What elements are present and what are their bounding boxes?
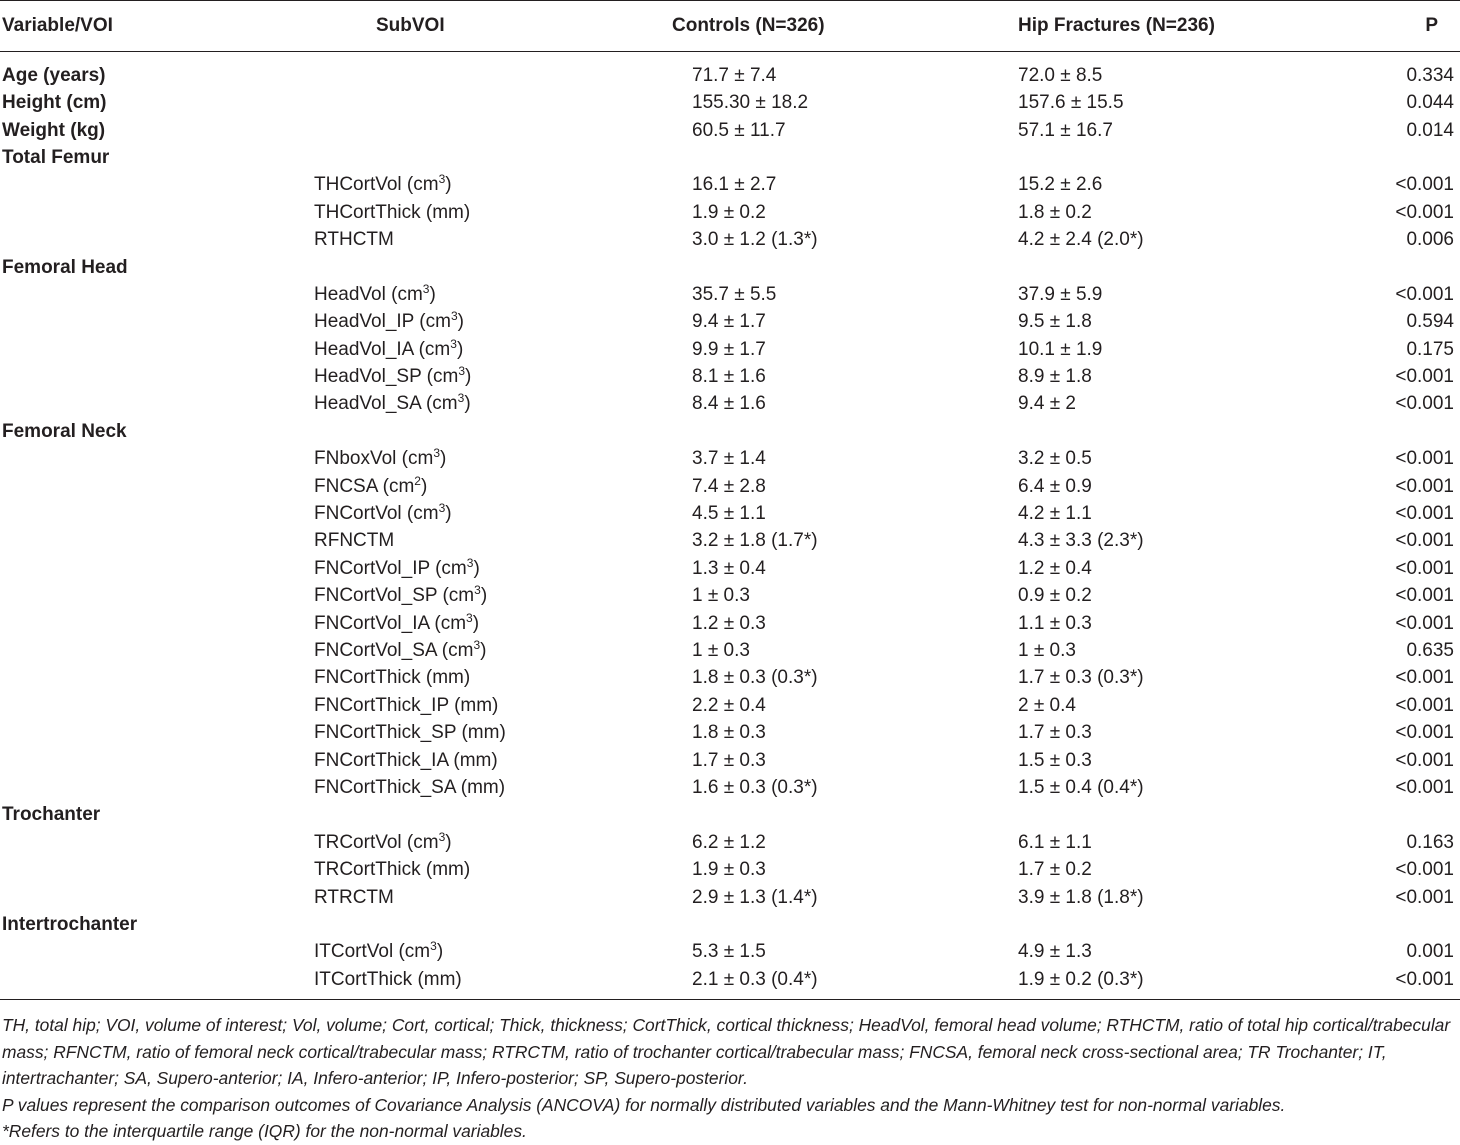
subvoi-cell: [312, 527, 544, 554]
p-value-cell: 0.334: [1406, 65, 1454, 86]
variable-cell: [0, 527, 312, 554]
fractures-cell: [956, 144, 1310, 171]
table-row: [0, 829, 1460, 856]
table-row: [0, 363, 1460, 390]
variable-cell: [0, 472, 312, 499]
unit-close: ): [473, 557, 480, 579]
variable-cell: Intertrochanter: [2, 913, 138, 935]
header-variable: Variable/VOI: [0, 1, 312, 52]
controls-cell: 1.6 ± 0.3 (0.3*): [692, 776, 818, 798]
table-row: [0, 719, 1460, 746]
p-value-cell: [1310, 144, 1460, 171]
variable-cell: [0, 363, 312, 390]
subvoi-cell: [312, 253, 544, 280]
unit-close: ): [480, 585, 488, 607]
fractures-cell: 4.9 ± 1.3: [1018, 941, 1092, 963]
unit-exponent: 3: [466, 610, 473, 625]
controls-cell: 35.7 ± 5.5: [692, 283, 777, 305]
subvoi-label: FNCortThick_SP (mm): [314, 722, 506, 744]
subvoi-label: FNCortVol_IP (cm: [314, 557, 467, 579]
subvoi-label: RFNCTM: [314, 530, 395, 552]
controls-cell: 8.1 ± 1.6: [692, 366, 766, 388]
controls-cell: 1.8 ± 0.3: [692, 722, 766, 744]
subvoi-label: FNCortThick_IA (mm): [314, 749, 498, 771]
unit-close: ): [464, 393, 471, 415]
fractures-cell: [956, 801, 1310, 828]
variable-cell: Age (years): [2, 65, 106, 86]
table-row: [0, 911, 1460, 938]
variable-cell: [0, 856, 312, 883]
variable-cell: [0, 308, 312, 335]
controls-cell: 1.9 ± 0.3: [692, 859, 766, 881]
p-value-cell: <0.001: [1395, 694, 1454, 716]
variable-cell: [0, 719, 312, 746]
subvoi-cell: [312, 829, 544, 856]
subvoi-label: FNCortThick (mm): [314, 667, 471, 689]
controls-cell: [544, 911, 956, 938]
variable-cell: [0, 226, 312, 253]
footnote-abbreviations: TH, total hip; VOI, volume of interest; Vol, volume; Cort, cortical; Thick, thickness; CortThick, cortical thickness; HeadVol, femoral head volume; RTHCTM, ratio of total hip cortical/trabecular mass; RFNCTM, ratio of femoral neck cortical/trabecular mass; RTRCTM, ratio of trochanter cortical/trabecular mass; FNCSA, femoral neck cross-sectional area; TR Trochanter; IT, intertrachanter; SA, Supero-anterior; IA, Infero-anterior; IP, Infero-posterior; SP, Supero-posterior.: [2, 1015, 1451, 1088]
table-row: [0, 664, 1460, 691]
subvoi-cell: [312, 390, 544, 417]
subvoi-cell: [312, 281, 544, 308]
unit-exponent: 2: [414, 473, 421, 488]
fractures-cell: 15.2 ± 2.6: [1018, 174, 1103, 196]
header-row: [0, 1, 1460, 52]
table-row: [0, 116, 1460, 143]
fractures-cell: 37.9 ± 5.9: [1018, 283, 1103, 305]
variable-cell: [0, 555, 312, 582]
controls-cell: 9.4 ± 1.7: [692, 311, 766, 333]
variable-cell: [0, 199, 312, 226]
footnote-p-values: P values represent the comparison outcomes of Covariance Analysis (ANCOVA) for normally distributed variables and the Mann-Whitney test for non-normal variables.: [2, 1094, 1286, 1115]
unit-exponent: 3: [466, 555, 474, 570]
p-value-cell: <0.001: [1395, 722, 1454, 744]
variable-cell: [0, 746, 312, 773]
controls-cell: [544, 144, 956, 171]
subvoi-cell: [312, 719, 544, 746]
subvoi-label: RTRCTM: [314, 886, 394, 908]
table-row: [0, 336, 1460, 363]
variable-cell: [0, 938, 312, 965]
subvoi-label: TRCortVol (cm: [314, 831, 439, 853]
p-value-cell: <0.001: [1395, 475, 1454, 497]
header-p-value: P: [1310, 1, 1460, 52]
table-row: [0, 966, 1460, 1000]
variable-cell: [0, 445, 312, 472]
controls-cell: 1 ± 0.3: [692, 640, 750, 661]
variable-cell: Trochanter: [2, 804, 101, 826]
subvoi-cell: [312, 445, 544, 472]
subvoi-cell: [312, 664, 544, 691]
p-value-cell: <0.001: [1395, 557, 1454, 579]
unit-close: ): [445, 831, 452, 853]
variable-cell: Height (cm): [2, 92, 107, 114]
subvoi-cell: [312, 883, 544, 910]
variable-cell: [0, 500, 312, 527]
subvoi-cell: [312, 966, 544, 1000]
subvoi-cell: [312, 637, 544, 664]
p-value-cell: <0.001: [1395, 749, 1454, 771]
footnotes: [2, 1012, 1458, 1145]
unit-exponent: 3: [438, 501, 446, 516]
unit-close: ): [472, 612, 480, 634]
controls-cell: 3.0 ± 1.2 (1.3*): [692, 229, 818, 251]
table-row: [0, 856, 1460, 883]
p-value-cell: <0.001: [1395, 585, 1454, 607]
p-value-cell: <0.001: [1395, 530, 1454, 552]
variable-cell: [0, 883, 312, 910]
subvoi-cell: [312, 226, 544, 253]
fractures-cell: 9.5 ± 1.8: [1018, 311, 1092, 333]
subvoi-cell: [312, 116, 544, 143]
variable-cell: [0, 774, 312, 801]
subvoi-label: HeadVol_SA (cm: [314, 393, 458, 415]
table-row: [0, 692, 1460, 719]
subvoi-cell: [312, 938, 544, 965]
subvoi-cell: [312, 609, 544, 636]
p-value-cell: 0.635: [1406, 640, 1454, 661]
variable-cell: Total Femur: [2, 146, 110, 168]
p-value-cell: [1310, 253, 1460, 280]
subvoi-label: TRCortThick (mm): [314, 859, 471, 881]
p-value-cell: [1310, 911, 1460, 938]
subvoi-cell: [312, 89, 544, 116]
fractures-cell: 9.4 ± 2: [1018, 393, 1076, 415]
subvoi-cell: [312, 692, 544, 719]
table-row: [0, 390, 1460, 417]
controls-cell: 16.1 ± 2.7: [692, 174, 777, 196]
unit-exponent: 3: [450, 336, 457, 351]
subvoi-label: FNboxVol (cm: [314, 448, 434, 470]
unit-close: ): [436, 941, 444, 963]
table-row: [0, 883, 1460, 910]
table-row: [0, 418, 1460, 445]
table-row: [0, 226, 1460, 253]
unit-close: ): [429, 283, 436, 305]
subvoi-cell: [312, 199, 544, 226]
table-body: [0, 52, 1460, 1000]
variable-cell: Femoral Neck: [2, 420, 127, 442]
table-row: [0, 637, 1460, 664]
fractures-cell: 57.1 ± 16.7: [1018, 119, 1113, 141]
p-value-cell: 0.014: [1406, 119, 1454, 141]
controls-cell: [544, 253, 956, 280]
variable-cell: [0, 829, 312, 856]
variable-cell: [0, 664, 312, 691]
subvoi-label: HeadVol_IA (cm: [314, 338, 451, 360]
subvoi-label: THCortThick (mm): [314, 201, 471, 223]
subvoi-cell: [312, 500, 544, 527]
controls-cell: 3.2 ± 1.8 (1.7*): [692, 530, 818, 552]
p-value-cell: <0.001: [1395, 503, 1454, 525]
subvoi-cell: [312, 555, 544, 582]
subvoi-label: FNCSA (cm: [314, 475, 415, 497]
controls-cell: 2.2 ± 0.4: [692, 694, 766, 716]
unit-close: ): [456, 338, 464, 360]
unit-exponent: 3: [473, 638, 481, 652]
p-value-cell: 0.175: [1406, 338, 1454, 360]
subvoi-cell: [312, 363, 544, 390]
subvoi-label: FNCortVol (cm: [314, 503, 439, 525]
p-value-cell: <0.001: [1395, 201, 1454, 223]
p-value-cell: <0.001: [1395, 776, 1454, 798]
controls-cell: 71.7 ± 7.4: [692, 65, 777, 86]
fractures-cell: 3.9 ± 1.8 (1.8*): [1018, 886, 1144, 908]
table-row: [0, 527, 1460, 554]
subvoi-cell: [312, 171, 544, 198]
unit-exponent: 3: [450, 309, 458, 324]
subvoi-label: HeadVol_SP (cm: [314, 366, 459, 388]
variable-cell: [0, 966, 312, 1000]
p-value-cell: [1310, 418, 1460, 445]
fractures-cell: 1.8 ± 0.2: [1018, 201, 1092, 223]
unit-exponent: 3: [438, 172, 446, 187]
subvoi-cell: [312, 746, 544, 773]
fractures-cell: 1.1 ± 0.3: [1018, 612, 1092, 634]
subvoi-cell: [312, 856, 544, 883]
p-value-cell: <0.001: [1395, 366, 1454, 388]
table-row: [0, 472, 1460, 499]
fractures-cell: 10.1 ± 1.9: [1018, 338, 1103, 360]
subvoi-label: RTHCTM: [314, 229, 394, 251]
table-row: [0, 171, 1460, 198]
table-row: [0, 199, 1460, 226]
fractures-cell: [956, 418, 1310, 445]
fractures-cell: 72.0 ± 8.5: [1018, 65, 1103, 86]
table-header: [0, 1, 1460, 52]
controls-cell: 1 ± 0.3: [692, 585, 750, 607]
table-row: [0, 144, 1460, 171]
controls-cell: 7.4 ± 2.8: [692, 475, 766, 497]
subvoi-label: FNCortVol_IA (cm: [314, 612, 467, 634]
controls-cell: 5.3 ± 1.5: [692, 941, 766, 963]
fractures-cell: 2 ± 0.4: [1018, 694, 1076, 716]
variable-cell: [0, 582, 312, 609]
subvoi-label: HeadVol_IP (cm: [314, 311, 451, 333]
fractures-cell: 3.2 ± 0.5: [1018, 448, 1092, 470]
p-value-cell: 0.006: [1406, 229, 1454, 251]
p-value-cell: [1310, 801, 1460, 828]
variable-cell: [0, 390, 312, 417]
variable-cell: [0, 609, 312, 636]
subvoi-label: FNCortThick_SA (mm): [314, 776, 506, 798]
unit-exponent: 3: [422, 281, 430, 296]
fractures-cell: 1.2 ± 0.4: [1018, 557, 1092, 579]
subvoi-label: FNCortVol_SA (cm: [314, 640, 474, 661]
unit-close: ): [480, 640, 487, 661]
unit-close: ): [420, 475, 428, 497]
subvoi-cell: [312, 472, 544, 499]
fractures-cell: 157.6 ± 15.5: [1018, 92, 1124, 114]
controls-cell: [544, 801, 956, 828]
table-row: [0, 582, 1460, 609]
variable-cell: [0, 336, 312, 363]
p-value-cell: 0.163: [1406, 831, 1454, 853]
table-row: [0, 500, 1460, 527]
subvoi-cell: [312, 144, 544, 171]
unit-close: ): [457, 311, 464, 333]
variable-cell: [0, 281, 312, 308]
table-row: [0, 555, 1460, 582]
subvoi-cell: [312, 774, 544, 801]
table-row: [0, 774, 1460, 801]
variable-cell: [0, 171, 312, 198]
p-value-cell: <0.001: [1395, 448, 1454, 470]
subvoi-cell: [312, 336, 544, 363]
fractures-cell: [956, 911, 1310, 938]
header-controls: Controls (N=326): [544, 1, 956, 52]
fractures-cell: [956, 253, 1310, 280]
unit-exponent: 3: [458, 364, 466, 379]
variable-cell: Femoral Head: [2, 256, 128, 278]
fractures-cell: 6.4 ± 0.9: [1018, 475, 1092, 497]
p-value-cell: <0.001: [1395, 393, 1454, 415]
table-row: [0, 308, 1460, 335]
controls-cell: 1.7 ± 0.3: [692, 749, 766, 771]
controls-cell: 4.5 ± 1.1: [692, 503, 766, 525]
controls-cell: 60.5 ± 11.7: [692, 119, 786, 141]
controls-cell: 1.8 ± 0.3 (0.3*): [692, 667, 818, 689]
subvoi-cell: [312, 801, 544, 828]
fractures-cell: 4.2 ± 1.1: [1018, 503, 1092, 525]
fractures-cell: 1.9 ± 0.2 (0.3*): [956, 966, 1310, 1000]
controls-cell: 8.4 ± 1.6: [692, 393, 766, 415]
fractures-cell: 1.7 ± 0.3: [1018, 722, 1092, 744]
header-subvoi: SubVOI: [312, 1, 544, 52]
unit-close: ): [465, 366, 472, 388]
p-value-cell: <0.001: [1310, 966, 1460, 1000]
table-row: [0, 281, 1460, 308]
subvoi-label: ITCortThick (mm): [314, 968, 462, 990]
controls-cell: 2.1 ± 0.3 (0.4*): [544, 966, 956, 1000]
table-row: [0, 89, 1460, 116]
fractures-cell: 8.9 ± 1.8: [1018, 366, 1092, 388]
subvoi-label: FNCortThick_IP (mm): [314, 694, 499, 716]
unit-exponent: 3: [430, 939, 437, 954]
table-row: [0, 801, 1460, 828]
variable-cell: [0, 692, 312, 719]
fractures-cell: 6.1 ± 1.1: [1018, 831, 1092, 853]
p-value-cell: 0.594: [1406, 311, 1454, 333]
subvoi-cell: [312, 418, 544, 445]
subvoi-label: ITCortVol (cm: [314, 941, 431, 963]
unit-close: ): [445, 174, 452, 196]
subvoi-cell: [312, 582, 544, 609]
unit-exponent: 3: [457, 391, 465, 406]
variable-cell: [0, 637, 312, 664]
unit-close: ): [440, 448, 447, 470]
fractures-cell: 4.2 ± 2.4 (2.0*): [1018, 229, 1144, 251]
variable-cell: Weight (kg): [2, 119, 106, 141]
table-row: [0, 253, 1460, 280]
footnote-iqr: *Refers to the interquartile range (IQR) for the non-normal variables.: [2, 1121, 527, 1141]
fractures-cell: 1.7 ± 0.2: [1018, 859, 1092, 881]
controls-cell: 3.7 ± 1.4: [692, 448, 766, 470]
unit-exponent: 3: [474, 583, 481, 598]
p-value-cell: <0.001: [1395, 859, 1454, 881]
subvoi-label: FNCortVol_SP (cm: [314, 585, 475, 607]
table-row: [0, 609, 1460, 636]
fractures-cell: 1.5 ± 0.4 (0.4*): [1018, 776, 1144, 798]
unit-close: ): [445, 503, 452, 525]
controls-cell: 1.9 ± 0.2: [692, 201, 766, 223]
controls-cell: 1.3 ± 0.4: [692, 557, 766, 579]
controls-cell: [544, 418, 956, 445]
controls-cell: 2.9 ± 1.3 (1.4*): [692, 886, 818, 908]
table-row: [0, 445, 1460, 472]
p-value-cell: 0.001: [1406, 941, 1454, 963]
subvoi-label: HeadVol (cm: [314, 283, 423, 305]
fractures-cell: 0.9 ± 0.2: [1018, 585, 1092, 607]
controls-cell: 9.9 ± 1.7: [692, 338, 766, 360]
controls-cell: 1.2 ± 0.3: [692, 612, 766, 634]
p-value-cell: 0.044: [1406, 92, 1454, 114]
subvoi-cell: [312, 308, 544, 335]
table-row: [0, 52, 1460, 90]
p-value-cell: <0.001: [1395, 174, 1454, 196]
unit-exponent: 3: [438, 829, 446, 844]
table-row: [0, 938, 1460, 965]
controls-cell: 155.30 ± 18.2: [692, 92, 809, 114]
table-row: [0, 746, 1460, 773]
p-value-cell: <0.001: [1395, 612, 1454, 634]
header-fractures: Hip Fractures (N=236): [956, 1, 1310, 52]
controls-cell: 6.2 ± 1.2: [692, 831, 766, 853]
subvoi-label: THCortVol (cm: [314, 174, 439, 196]
unit-exponent: 3: [433, 446, 440, 461]
p-value-cell: <0.001: [1395, 283, 1454, 305]
subvoi-cell: [312, 52, 544, 90]
fractures-cell: 1 ± 0.3: [1018, 640, 1076, 661]
fractures-cell: 1.7 ± 0.3 (0.3*): [1018, 667, 1144, 689]
fractures-cell: 4.3 ± 3.3 (2.3*): [1018, 530, 1144, 552]
fractures-cell: 1.5 ± 0.3: [1018, 749, 1092, 771]
subvoi-cell: [312, 911, 544, 938]
p-value-cell: <0.001: [1395, 667, 1454, 689]
p-value-cell: <0.001: [1395, 886, 1454, 908]
